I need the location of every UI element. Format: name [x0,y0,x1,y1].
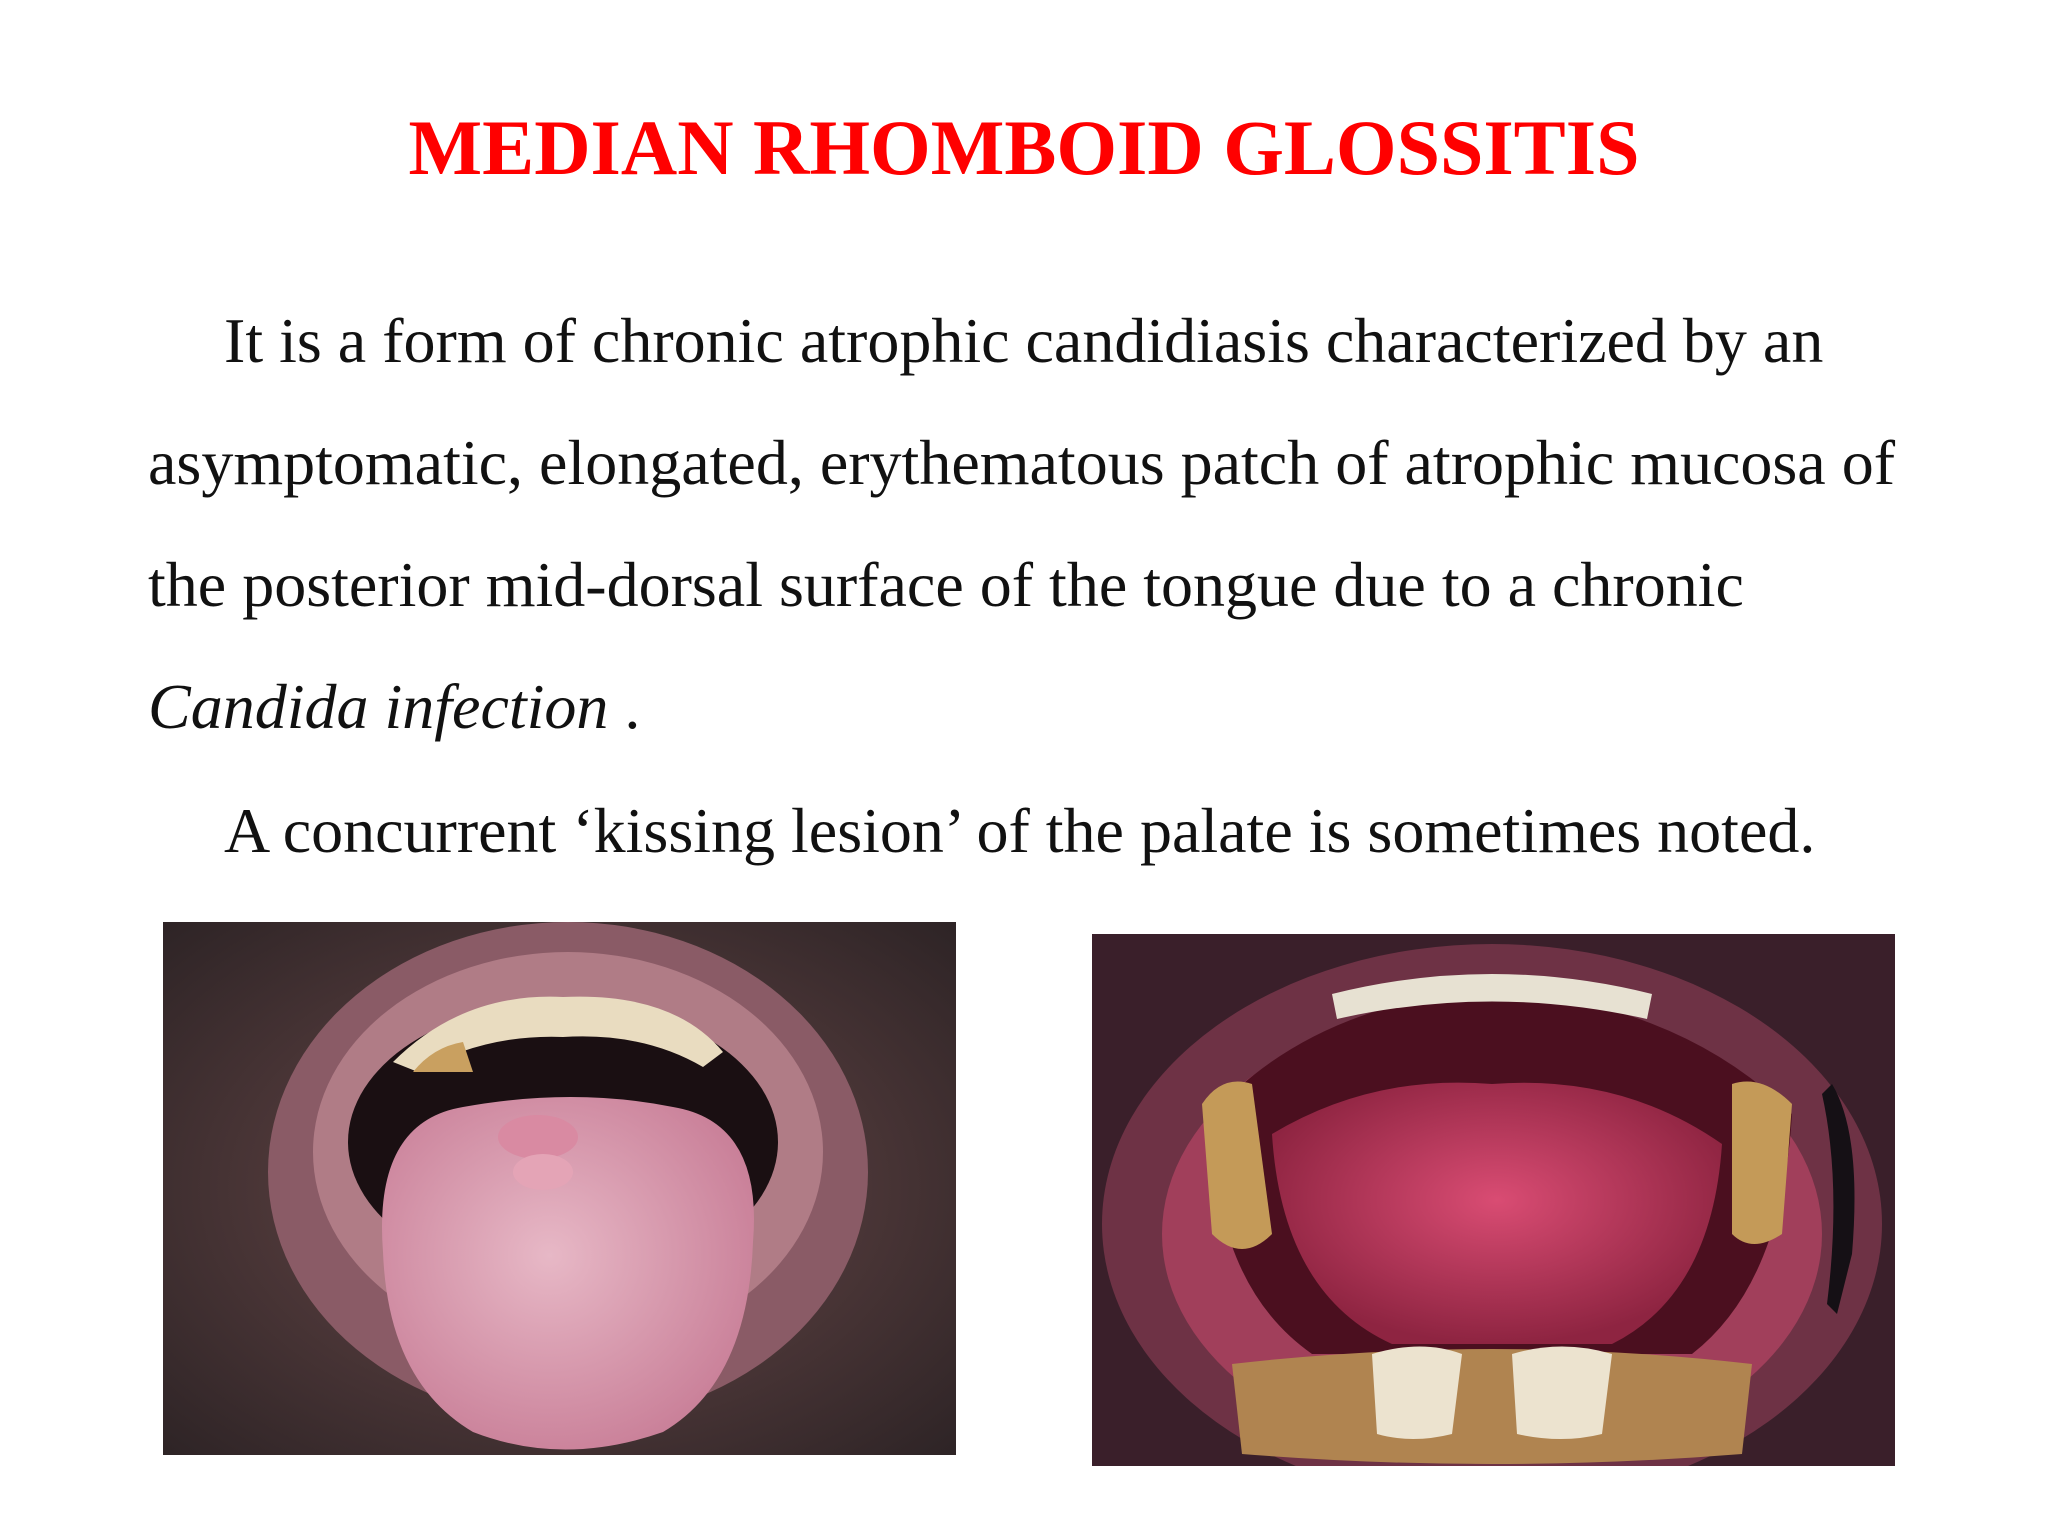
tongue-lesion-photo [163,922,956,1455]
paragraph-end: . [608,671,641,742]
paragraph-definition [148,280,1948,768]
paragraph-kissing-lesion: A concurrent ‘kissing lesion’ of the palate is sometimes noted. [224,795,1816,866]
slide-title: MEDIAN RHOMBOID GLOSSITIS [408,104,1640,191]
palate-lesion-photo [1092,934,1895,1466]
italic-term: Candida infection [148,671,609,742]
paragraph-text: It is a form of chronic atrophic candidiasis characterized by an asymptomatic, elongated, erythematous patch of atrophic mucosa of the posterior mid-dorsal surface of the tongue due to a chronic [148,305,1895,620]
